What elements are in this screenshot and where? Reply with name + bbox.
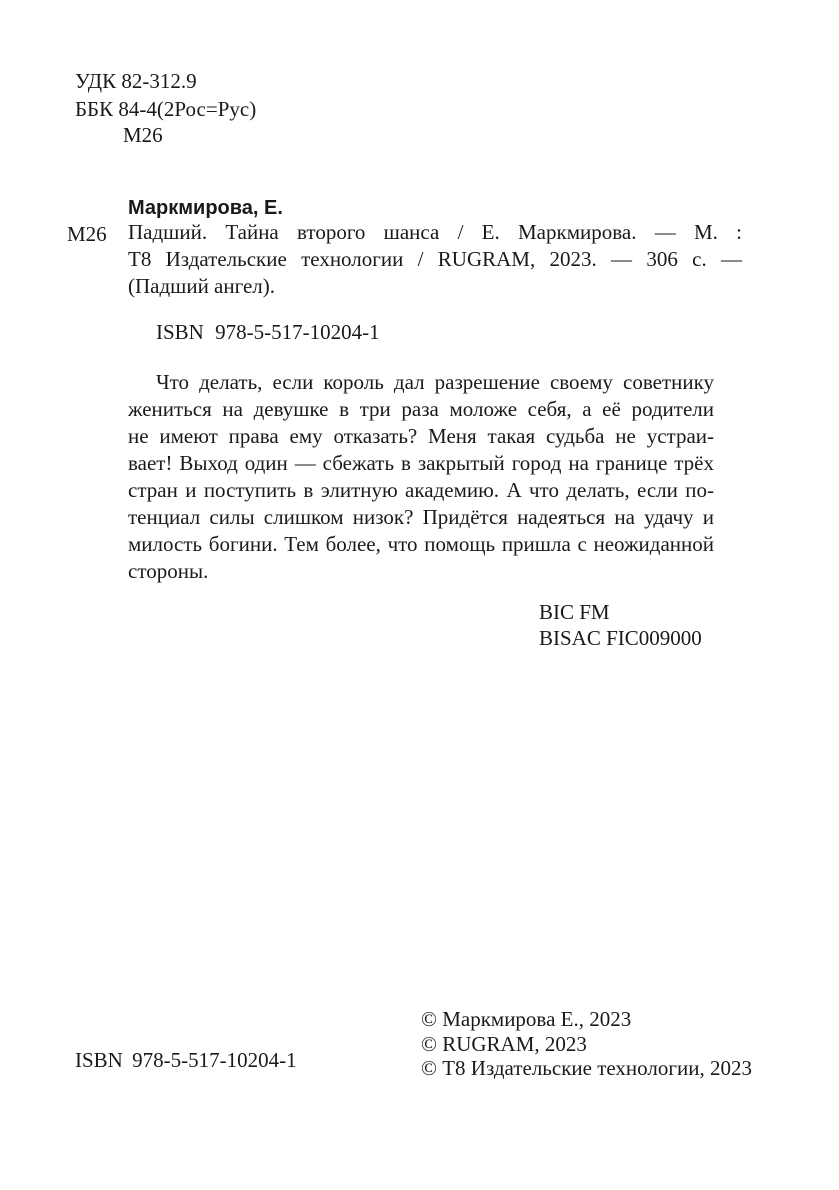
copyright-line: © Маркмирова Е., 2023: [421, 1007, 632, 1031]
bibliographic-line: Т8 Издательские технологии / RUGRAM, 2023. — 306 с. —: [128, 247, 742, 271]
bisac-code: BISAC FIC009000: [539, 626, 702, 650]
copyright-line: © Т8 Издательские технологии, 2023: [421, 1056, 752, 1080]
annotation-line: жениться на девушке в три раза моложе себя, а её родители: [128, 397, 714, 421]
annotation-line: Что делать, если король дал разрешение своему советнику: [156, 370, 714, 394]
isbn: ISBN 978-5-517-10204-1: [156, 320, 380, 344]
bibliographic-line: Падший. Тайна второго шанса / Е. Маркмирова. — М. :: [128, 220, 742, 244]
annotation-line: стороны.: [128, 559, 209, 583]
bic-code: BIC FM: [539, 600, 610, 624]
author-name: Маркмирова, Е.: [128, 197, 283, 219]
annotation-line: вает! Выход один — сбежать в закрытый город на границе трёх: [128, 451, 714, 475]
udk-code: УДК 82-312.9: [75, 69, 197, 93]
author-mark-left: М26: [67, 222, 107, 246]
isbn-footer: ISBN 978-5-517-10204-1: [75, 1048, 297, 1072]
copyright-line: © RUGRAM, 2023: [421, 1032, 587, 1056]
annotation-line: не имеют права ему отказать? Меня такая судьба не устраи-: [128, 424, 714, 448]
author-mark: М26: [123, 123, 163, 147]
annotation-line: стран и поступить в элитную академию. А что делать, если по-: [128, 478, 714, 502]
annotation-line: милость богини. Тем более, что помощь пришла с неожиданной: [128, 532, 714, 556]
bbk-code: ББК 84-4(2Рос=Рус): [75, 97, 257, 121]
bibliographic-line: (Падший ангел).: [128, 274, 275, 298]
annotation-line: тенциал силы слишком низок? Придётся надеяться на удачу и: [128, 505, 714, 529]
